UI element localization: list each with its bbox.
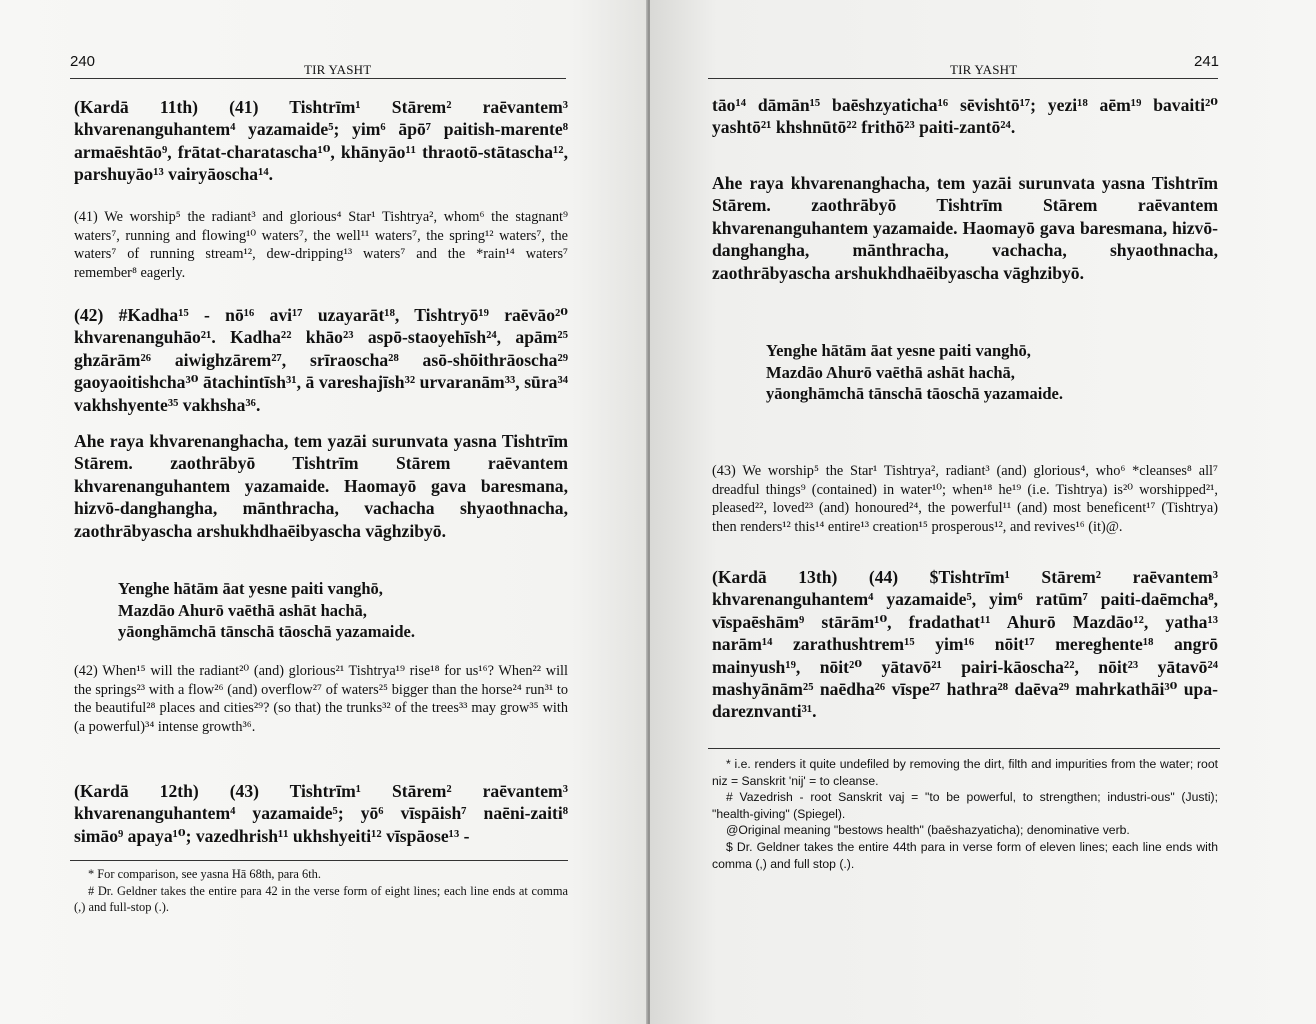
- ahe-raya-prayer: Ahe raya khvarenanghacha, tem yazāi surunvata yasna Tishtrīm Stārem. zaothrābyō Tishtrīm Stārem raēvantem khvarenanguhantem yazamaide. Haomayō gava baresmana, hizvō-danghangha, mānthracha, vachacha, shyaothnacha, zaothrābyascha arshukhdhaēibyascha vāghzibyō.: [712, 173, 1218, 283]
- ahe-raya-prayer: Ahe raya khvarenanghacha, tem yazāi surunvata yasna Tishtrīm Stārem. zaothrābyō Tishtrīm Stārem raēvantem khvarenanguhantem yazamaide. Haomayō gava baresmana, hizvō-danghangha, mānthracha, vachacha shyaothnacha, zaothrābyascha arshukhdhaēibyascha vāghzibyō.: [74, 431, 568, 541]
- kardah-12-avesta: (Kardā 12th) (43) Tishtrīm¹ Stārem² raēvantem³ khvarenanguhantem⁴ yazamaide⁵; yō⁶ vīspāish⁷ naēni-zaiti⁸ simāo⁹ apaya¹⁰; vazedhrish¹¹ ukhshyeiti¹² vīspāose¹³ -: [74, 781, 568, 846]
- yenghe-hatam-prayer: [118, 578, 568, 643]
- verse-42-avesta: (42) #Kadha¹⁵ - nō¹⁶ avi¹⁷ uzayarāt¹⁸, Tishtryō¹⁹ raēvāo²⁰ khvarenanguhāo²¹. Kadha²² khāo²³ aspō-staoyehīsh²⁴, apām²⁵ ghzārām²⁶ aiwighzārem²⁷, srīraoscha²⁸ asō-shōithrāoscha²⁹ gaoyaoitishcha³⁰ ātachintīsh³¹, ā vareshajīsh³² urvaranām³³, sūra³⁴ vakhshyente³⁵ vakhsha³⁶.: [74, 305, 568, 415]
- yenghe-hatam-prayer: [766, 340, 1218, 405]
- footnotes: [712, 756, 1218, 872]
- yenghe-line: Yenghe hātām āat yesne paiti vanghō,: [118, 579, 383, 598]
- header-rule: [70, 78, 566, 79]
- kardah-13-avesta: (Kardā 13th) (44) $Tishtrīm¹ Stārem² raēvantem³ khvarenanguhantem⁴ yazamaide⁵, yim⁶ ratūm⁷ paiti-daēmcha⁸, vīspaēshām⁹ stārām¹⁰, fradathat¹¹ Ahurō Mazdāo¹², yatha¹³ narām¹⁴ zarathushtrem¹⁵ yim¹⁶ nōit¹⁷ mereghente¹⁸ angrō mainyush¹⁹, nōit²⁰ yātavō²¹ pairi-kāoscha²², nōit²³ yātavō²⁴ mashyānām²⁵ naēdha²⁶ vīspe²⁷ hathra²⁸ daēva²⁹ mahrkathāi³⁰ upa-dareznvanti³¹.: [712, 567, 1218, 722]
- right-page: [650, 0, 1316, 1024]
- verse-41-translation: (41) We worship⁵ the radiant³ and glorious⁴ Star¹ Tishtrya², whom⁶ the stagnant⁹ waters⁷, running and flowing¹⁰ waters⁷, the well¹¹ waters⁷, the spring¹² waters⁷, the waters⁷ of running stream¹², dew-dripping¹³ waters⁷ and the *rain¹⁴ waters⁷ remember⁸ eagerly.: [74, 209, 568, 281]
- footnote-rule: [70, 860, 568, 861]
- footnote: * For comparison, see yasna Hā 68th, para 6th.: [88, 867, 321, 881]
- footnote: # Dr. Geldner takes the entire para 42 in the verse form of eight lines; each line ends at comma (,) and full-stop (.).: [74, 883, 568, 915]
- footnote: @Original meaning "bestows health" (baēshazyaticha); denominative verb.: [726, 823, 1130, 838]
- footnote: $ Dr. Geldner takes the entire 44th para in verse form of eleven lines; each line ends with comma (,) and full stop (.).: [712, 839, 1218, 871]
- footnote: * i.e. renders it quite undefiled by removing the dirt, filth and impurities from the water; root niz = Sanskrit 'nij' = to cleanse.: [712, 757, 1218, 788]
- footnote-rule: [708, 748, 1220, 749]
- running-head: TIR YASHT: [950, 62, 1018, 77]
- footnotes: [74, 866, 568, 916]
- yenghe-line: Mazdāo Ahurō vaēthā ashāt hachā,: [766, 362, 1015, 382]
- left-page: [0, 0, 650, 1024]
- running-head: TIR YASHT: [304, 62, 372, 77]
- yenghe-line: yāonghāmchā tānschā tāoschā yazamaide.: [118, 622, 416, 641]
- yenghe-line: Mazdāo Ahurō vaēthā ashāt hachā,: [118, 600, 367, 620]
- header-rule: [708, 78, 1218, 79]
- footnote: # Vazedrish - root Sanskrit vaj = "to be powerful, to strengthen; industri-ous" (Justi); "health-giving" (Spiegel).: [712, 790, 1218, 821]
- kardah-12-continued: tāo¹⁴ dāmān¹⁵ baēshzyaticha¹⁶ sēvishtō¹⁷; yezi¹⁸ aēm¹⁹ bavaiti²⁰ yashtō²¹ khshnūtō²² frithō²³ paiti-zantō²⁴.: [712, 95, 1218, 138]
- verse-42-translation: (42) When¹⁵ will the radiant²⁰ (and) glorious²¹ Tishtrya¹⁹ rise¹⁸ for us¹⁶? When²² will the springs²³ with a flow²⁶ (and) overflow²⁷ of waters²⁵ bigger than the horse²⁴ run³¹ to the beautiful²⁸ places and cities²⁹? (so that) the trunks³² of the trees³³ may grow³⁵ with (a powerful)³⁴ intense growth³⁶.: [74, 663, 568, 735]
- page-number: 240: [70, 53, 96, 70]
- verse-43-translation: (43) We worship⁵ the Star¹ Tishtrya², radiant³ (and) glorious⁴, who⁶ *cleanses⁸ all⁷ dreadful things⁹ (contained) in water¹⁰; when¹⁸ he¹⁹ (i.e. Tishtrya) is²⁰ worshipped²¹, pleased²², loved²³ (and) honoured²⁴, the powerful¹¹ (and) most beneficent¹⁷ (Tishtrya) then renders¹² this¹⁴ entire¹³ creation¹⁵ prosperous¹², and revives¹⁶ (it)@.: [712, 463, 1218, 535]
- yenghe-line: yāonghāmchā tānschā tāoschā yazamaide.: [766, 384, 1064, 403]
- page-number: 241: [1194, 53, 1220, 70]
- yenghe-line: Yenghe hātām āat yesne paiti vanghō,: [766, 341, 1031, 360]
- kardah-11-avesta: (Kardā 11th) (41) Tishtrīm¹ Stārem² raēvantem³ khvarenanguhantem⁴ yazamaide⁵; yim⁶ āpō⁷ paitish-marente⁸ armaēshtāo⁹, frātat-charatascha¹⁰, khānyāo¹¹ thraotō-stātascha¹², parshuyāo¹³ vairyāoscha¹⁴.: [74, 97, 568, 185]
